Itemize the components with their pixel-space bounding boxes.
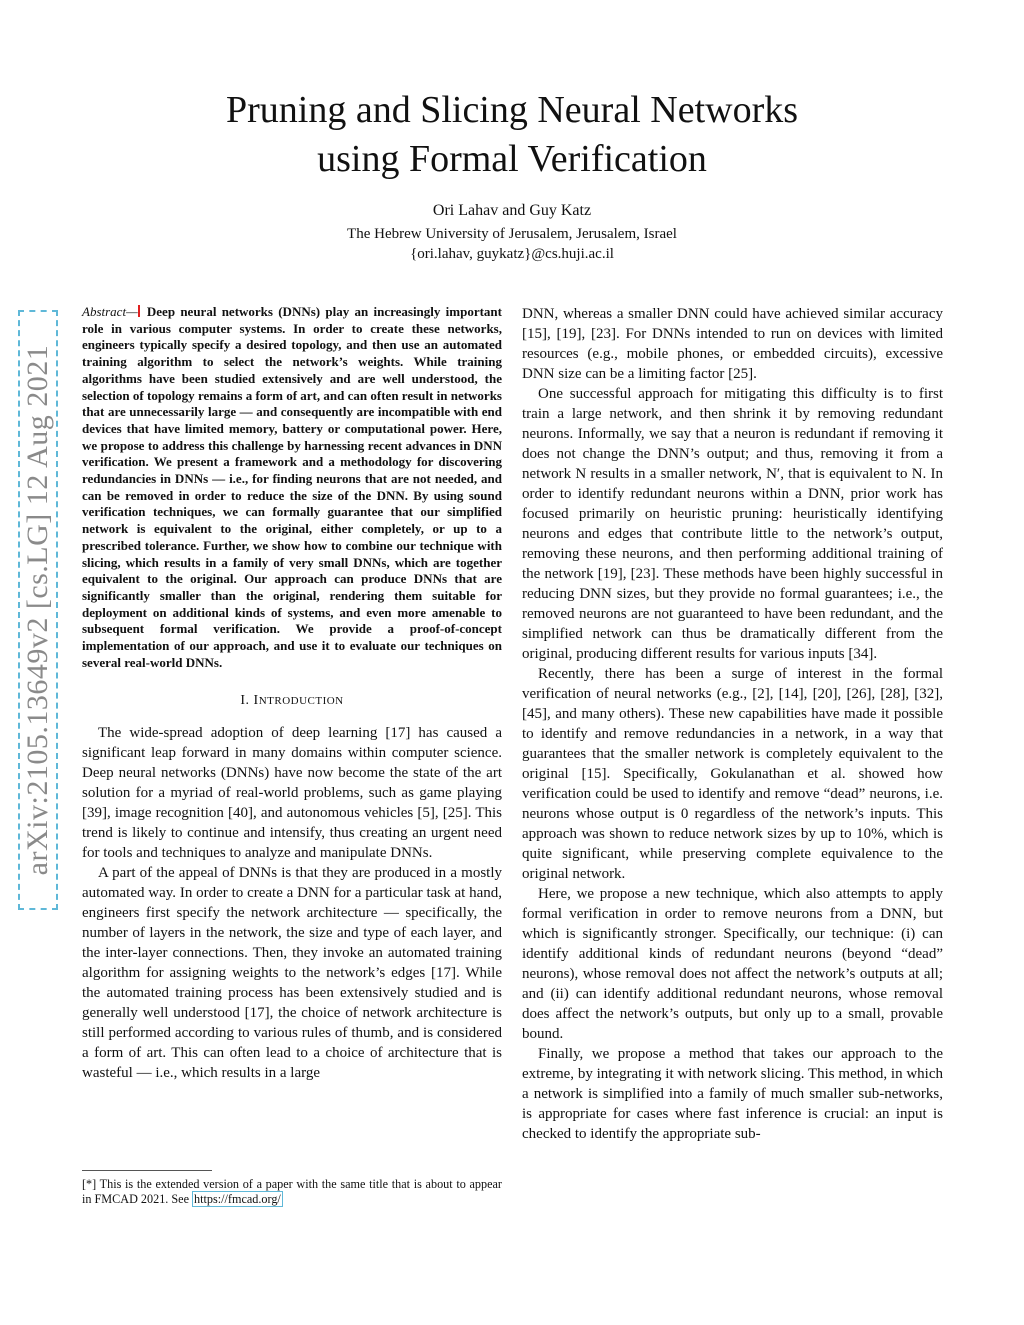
section-title-rest: NTRODUCTION [258, 695, 344, 708]
right-paragraph-1: DNN, whereas a smaller DNN could have achieved similar accuracy [15], [19], [23]. For DNNs intended to run on devices with limited resources (e.g., mobile phones, or embedded circuits), excessive DNN size can be a limiting factor [25]. [522, 306, 943, 382]
affiliation-institution: The Hebrew University of Jerusalem, Jerusalem, Israel [347, 226, 677, 242]
intro-paragraph-2: A part of the appeal of DNNs is that they are produced in a mostly automated way. In order to create a DNN for a particular task at hand, engineers first specify the network architecture — specifically, the number of layers in the network, the size and type of each layer, and the inter-layer connections. Then, they invoke an automated training algorithm for assigning weights to the network’s edges [17]. While the automated training process has been extensively studied and is generally well understood [17], the choice of network architecture is still performed according to various rules of thumb, and is considered a form of art. This can often lead to a choice of architecture that is wasteful — i.e., which results in a large [82, 865, 502, 1082]
section-title-initial: I [253, 693, 259, 709]
section-heading-introduction [82, 691, 502, 711]
title-line-2: using Formal Verification [317, 138, 707, 180]
arxiv-identifier: arXiv:2105.13649v2 [cs.LG] 12 Aug 2021 [21, 344, 54, 876]
section-number: I. [240, 693, 250, 709]
right-paragraph-5: Finally, we propose a method that takes our approach to the extreme, by integrating it with network slicing. This method, in which a network is simplified into a family of much smaller sub-networks, is appropriate for cases where fast inference is crucial: an input is checked to identify the appropriate sub- [522, 1046, 943, 1142]
paper-title [0, 86, 1024, 184]
right-paragraph-4: Here, we propose a new technique, which also attempts to apply formal verification in order to remove neurons from a DNN, but which is significantly stronger. Specifically, our technique: (i) can identify additional kinds of redundant neurons (beyond “dead” neurons), whose removal does not affect the network’s outputs at all; and (ii) can identify additional redundant neurons, whose removal does affect the network’s outputs, but only up to a small, provable bound. [522, 886, 943, 1042]
affiliation [0, 224, 1024, 264]
title-line-1: Pruning and Slicing Neural Networks [225, 89, 799, 131]
intro-paragraph-1: The wide-spread adoption of deep learning [17] has caused a significant leap forward in many domains within computer science. Deep neural networks (DNNs) have now become the state of the art solution for a myriad of real-world problems, such as game playing [39], image recognition [40], and autonomous vehicles [5], [25]. This trend is likely to continue and intensify, thus creating an urgent need for tools and techniques to analyze and manipulate DNNs. [82, 725, 502, 862]
footnote [82, 1170, 502, 1207]
right-paragraph-2: One successful approach for mitigating this difficulty is to first train a large network, and then shrink it by removing redundant neurons. Informally, we say that a neuron is redundant if removing it does not change the DNN’s output; and thus, removing it from a network N results in a smaller network, N′, that is equivalent to N. In order to identify redundant neurons within a DNN, prior work has focused primarily on heuristic pruning: heuristically identifying neurons and edges that contribute little to the network’s output, removing these neurons, and then performing additional training of the network [19], [23]. These methods have been highly successful in reducing DNN sizes, but they provide no formal guarantees; i.e., the removed neurons are not guaranteed to have been redundant, and the simplified network can thus be dramatically different from the original, producing different results for various inputs [34]. [522, 386, 943, 662]
authors: Ori Lahav and Guy Katz [432, 202, 592, 219]
edit-marker [138, 305, 140, 317]
footnote-text: [*] This is the extended version of a paper with the same title that is about to appear in FMCAD 2021. See [82, 1177, 502, 1206]
abstract-label: Abstract [82, 304, 127, 319]
affiliation-emails: {ori.lahav, guykatz}@cs.huji.ac.il [410, 246, 614, 262]
abstract: Abstract— Deep neural networks (DNNs) play an increasingly important role in various computer systems. In order to create these networks, engineers typically specify a desired topology, and then use an automated training algorithm to select the network’s weights. While training algorithms have been studied extensively and are well understood, the selection of topology remains a form of art, and can often result in networks that are unnecessarily large — and consequently are incompatible with end devices that have limited memory, battery or computational power. Here, we propose to address this challenge by harnessing recent advances in DNN verification. We present a framework and a methodology for discovering redundancies in DNNs — i.e., for finding neurons that are not needed, and can be removed in order to reduce the size of the DNN. By using sound verification techniques, we can formally guarantee that our simplified network is equivalent to the original, either completely, or up to a prescribed tolerance. Further, we show how to combine our technique with slicing, which results in a family of very small DNNs, which are together equivalent to the original. Our approach can produce DNNs that are significantly smaller than the original, rendering them suitable for deployment on additional kinds of systems, and even more amenable to subsequent formal verification. We provide a proof-of-concept implementation of our approach, and use it to evaluate our techniques on several real-world DNNs. [82, 304, 502, 670]
right-column [522, 304, 943, 1144]
arxiv-stamp [18, 310, 58, 910]
footnote-rule [82, 1170, 212, 1171]
left-column [82, 304, 502, 1083]
right-paragraph-3: Recently, there has been a surge of interest in the formal verification of neural networks (e.g., [2], [14], [20], [26], [28], [32], [45], and many others). These new capabilities have made it possible to identify and remove redundancies in a network, in a way that guarantees that the smaller network is completely equivalent to the original [15]. Specifically, Gokulanathan et al. showed how verification could be used to identify and remove “dead” neurons, i.e. neurons whose output is 0 regardless of the network’s inputs. This approach was shown to reduce network sizes by up to 10%, which is quite significant, while preserving complete equivalence to the original network. [522, 666, 943, 882]
abstract-text: Deep neural networks (DNNs) play an increasingly important role in various computer systems. In order to create these networks, engineers typically specify a desired topology, and then use an automated training algorithm to select the network’s weights. While training algorithms have been studied extensively and are well understood, the selection of topology remains a form of art, and can often result in networks that are unnecessarily large — and consequently are incompatible with end devices that have limited memory, battery or computational power. Here, we propose to address this challenge by harnessing recent advances in DNN verification. We present a framework and a methodology for discovering redundancies in DNNs — i.e., for finding neurons that are not needed, and can be removed in order to reduce the size of the DNN. By using sound verification techniques, we can formally guarantee that our simplified network is equivalent to the original, either completely, or up to a prescribed tolerance. Further, we show how to combine our technique with slicing, which results in a family of very small DNNs, which are together equivalent to the original. Our approach can produce DNNs that are significantly smaller than the original, rendering them suitable for deployment on additional kinds of systems, and even more amenable to subsequent formal verification. We provide a proof-of-concept implementation of our approach, and use it to evaluate our techniques on several real-world DNNs. [82, 304, 502, 670]
footnote-link[interactable]: https://fmcad.org/ [194, 1192, 281, 1206]
